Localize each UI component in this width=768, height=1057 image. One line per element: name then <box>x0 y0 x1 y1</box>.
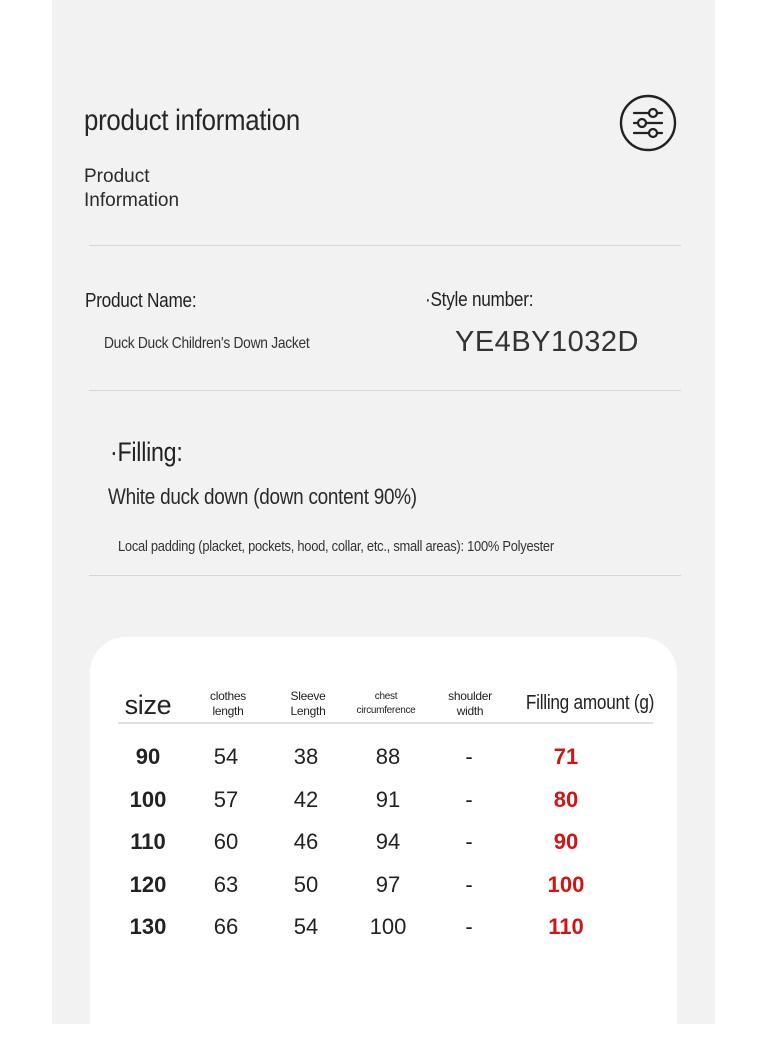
cell-shoulder-width: - <box>465 914 473 939</box>
cell-clothes-length: 66 <box>213 914 239 939</box>
cell-chest-circumference: 94 <box>375 829 401 854</box>
cell-filling-amount: 110 <box>548 914 584 939</box>
header-clothes-length-line-2: length <box>212 704 244 718</box>
cell-size: 100 <box>129 786 167 812</box>
header-chest-line-1: chest <box>374 691 398 702</box>
header-clothes-length <box>196 689 260 719</box>
cell-shoulder-width: - <box>465 829 473 854</box>
cell-sleeve-length: 46 <box>293 829 319 854</box>
header-chest-line-2: circumference <box>356 705 416 716</box>
divider <box>89 245 681 246</box>
style-number-value: YE4BY1032D <box>455 326 639 358</box>
cell-sleeve-length: 38 <box>293 744 319 769</box>
divider <box>89 390 681 391</box>
sliders-icon <box>619 94 677 152</box>
cell-size: 130 <box>129 914 167 939</box>
cell-sleeve-length: 42 <box>293 786 319 812</box>
page-subtitle <box>84 165 179 213</box>
filling-main: White duck down (down content 90%) <box>108 484 417 509</box>
header-shoulder-width <box>438 689 502 719</box>
cell-filling-amount: 80 <box>553 786 579 812</box>
cell-filling-amount: 71 <box>553 744 579 769</box>
page-title: product information <box>84 104 300 137</box>
cell-filling-amount: 90 <box>553 829 579 854</box>
cell-filling-amount: 100 <box>547 871 585 897</box>
cell-chest-circumference: 100 <box>369 914 407 939</box>
cell-chest-circumference: 91 <box>375 786 401 812</box>
cell-sleeve-length: 54 <box>293 914 319 939</box>
cell-shoulder-width: - <box>465 786 473 812</box>
header-sleeve-length-line-1: Sleeve <box>290 689 326 703</box>
table-header-divider <box>118 722 653 724</box>
cell-shoulder-width: - <box>465 871 473 897</box>
cell-clothes-length: 60 <box>213 829 239 854</box>
cell-size: 120 <box>129 871 167 897</box>
style-number-label: ·Style number: <box>425 289 534 311</box>
header-shoulder-line-2: width <box>456 704 484 718</box>
header-size: size <box>124 690 172 720</box>
subtitle-line-2: Information <box>84 190 180 211</box>
header-chest-circumference <box>346 690 426 718</box>
cell-shoulder-width: - <box>465 744 473 769</box>
cell-sleeve-length: 50 <box>293 871 319 897</box>
header-filling-amount: Filling amount (g) <box>525 692 655 714</box>
cell-clothes-length: 63 <box>213 871 239 897</box>
header-sleeve-length <box>276 689 340 719</box>
filling-local-padding: Local padding (placket, pockets, hood, collar, etc., small areas): 100% Polyester <box>118 538 554 555</box>
cell-chest-circumference: 88 <box>375 744 401 769</box>
cell-clothes-length: 54 <box>213 744 239 769</box>
header-clothes-length-line-1: clothes <box>210 689 246 703</box>
cell-size: 90 <box>135 744 161 769</box>
subtitle-line-1: Product <box>84 166 150 187</box>
cell-chest-circumference: 97 <box>375 871 401 897</box>
product-name-label: Product Name: <box>85 290 197 312</box>
cell-clothes-length: 57 <box>213 786 239 812</box>
divider <box>89 575 681 576</box>
header-sleeve-length-line-2: Length <box>290 704 326 718</box>
header-shoulder-line-1: shoulder <box>448 689 492 703</box>
cell-size: 110 <box>130 829 166 854</box>
filling-label: ·Filling: <box>110 437 183 467</box>
product-name-value: Duck Duck Children's Down Jacket <box>104 335 310 352</box>
